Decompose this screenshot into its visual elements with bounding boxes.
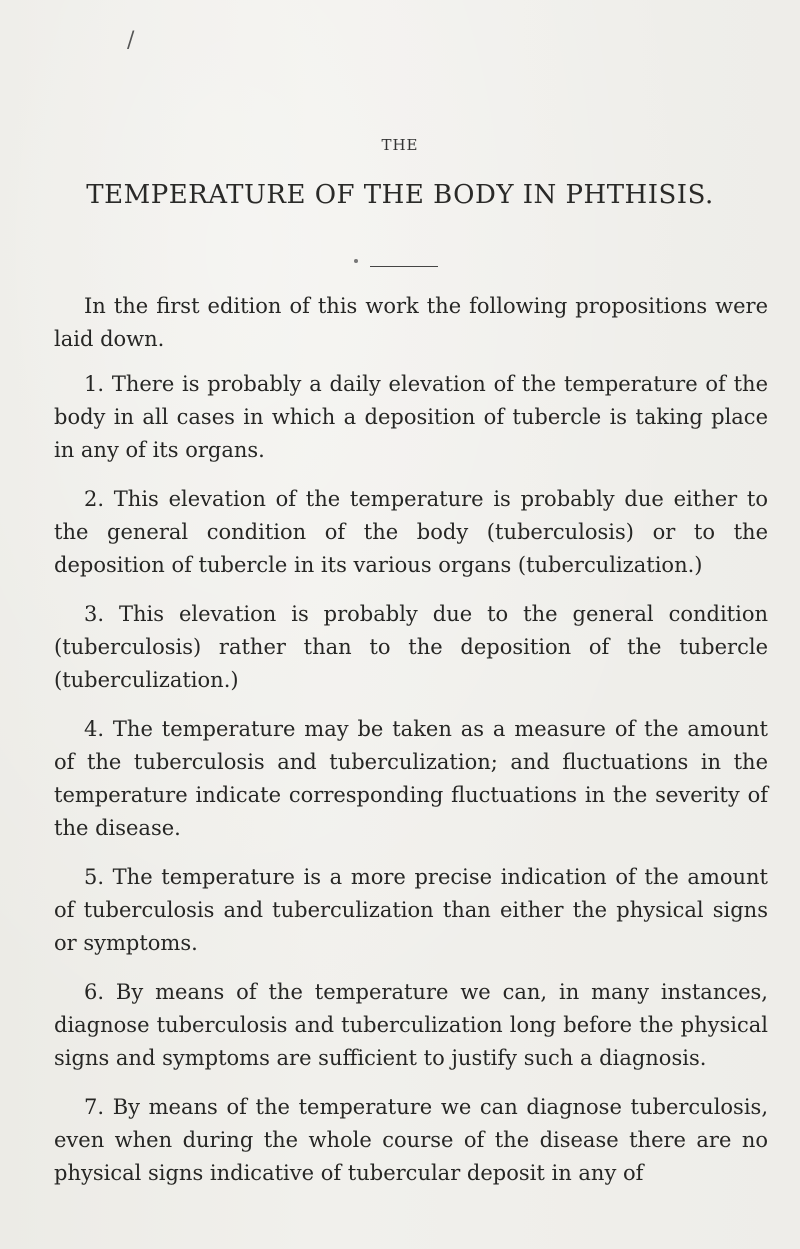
proposition-1: 1. There is probably a daily elevation of the temperature of the body in all cases in which a deposition of tubercle is taking place in any of its organs. <box>54 372 768 462</box>
chapter-title: TEMPERATURE OF THE BODY IN PHTHISIS. <box>86 180 714 210</box>
proposition-6: 6. By means of the temperature we can, in many instances, diagnose tuberculosis and tuberculization long before the physical signs and symptoms are sufficient to justify such a diagnosis. <box>54 980 768 1070</box>
title-rule-divider <box>370 266 438 267</box>
proposition-5: 5. The temperature is a more precise indication of the amount of tuberculosis and tuberculization than either the physical signs or symptoms. <box>54 865 768 955</box>
overline-heading: THE <box>381 136 419 154</box>
stray-pencil-mark: / <box>127 28 135 53</box>
proposition-4: 4. The temperature may be taken as a measure of the amount of the tuberculosis and tuberculization; and fluctuations in the temperature indicate corresponding fluctuations in the severity of the disease. <box>54 717 768 840</box>
proposition-3: 3. This elevation is probably due to the general condition (tuberculosis) rather than to the deposition of the tubercle (tuberculization.) <box>54 602 768 692</box>
proposition-7: 7. By means of the temperature we can diagnose tuberculosis, even when during the whole course of the disease there are no physical signs indicative of tubercular deposit in any of <box>54 1095 768 1185</box>
proposition-2: 2. This elevation of the temperature is probably due either to the general condition of the body (tuberculosis) or to the deposition of tubercle in its various organs (tuberculization.) <box>54 487 768 577</box>
intro-paragraph: In the first edition of this work the following propositions were laid down. <box>54 294 768 351</box>
ornament-dot <box>354 259 358 263</box>
body-text <box>54 290 768 1206</box>
